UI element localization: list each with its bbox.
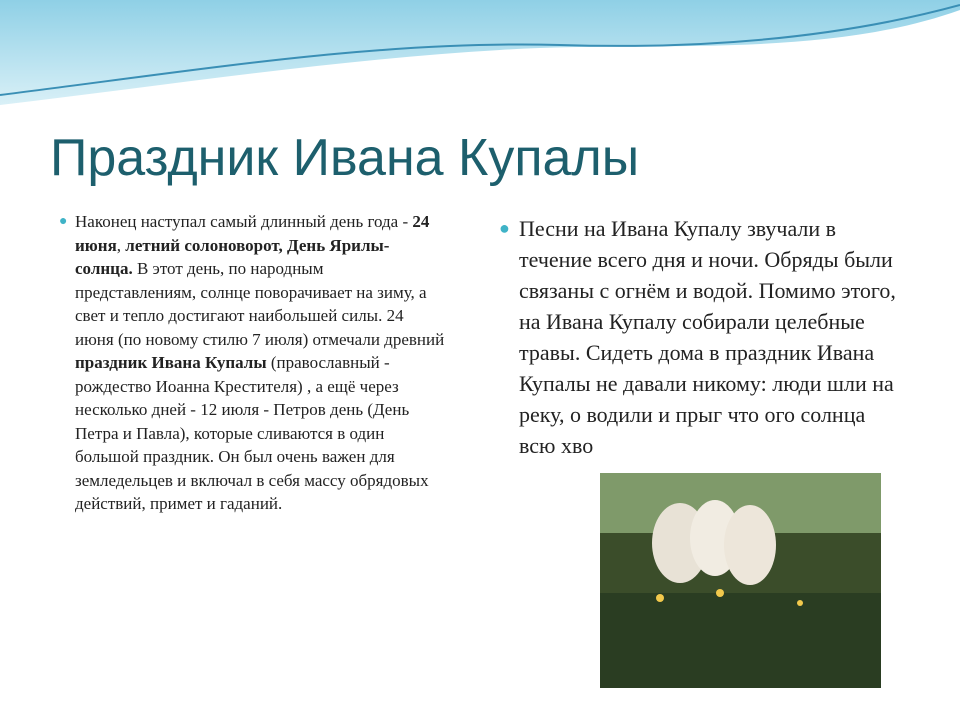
bullet-icon: ● — [499, 218, 510, 238]
left-text: ● Наконец наступал самый длинный день года - 24 июня, летний солоноворот, День Ярилы-солнца. В этот день, по народным представлениям, солнце поворачивает на зиму, а свет и тепло достигают наибольшей силы. 24 июня (по новому стилю 7 июля) отмечали древний праздник Ивана Купалы (православный - рождество Иоанна Крестителя) , а ещё через несколько дней - 12 июля - Петров день (День Петра и Павла), которые сливаются в один большой праздник. Он был очень важен для земледельцев и включал в себя массу обрядовых действий, примет и гаданий. — [59, 212, 445, 513]
festival-photo — [600, 473, 881, 688]
bullet-icon: ● — [59, 214, 68, 229]
header-wave — [0, 0, 960, 120]
right-text: ● Песни на Ивана Купалу звучали в течение всего дня и ночи. Обряды были связаны с огнём и водой. Помимо этого, на Ивана Купалу собирали целебные травы. Сидеть дома в праздник Ивана Купалы не давали никому: люди шли на реку, о водили и прыг что ого солнца всю хво — [519, 213, 904, 461]
page-title: Праздник Ивана Купалы — [50, 129, 640, 187]
